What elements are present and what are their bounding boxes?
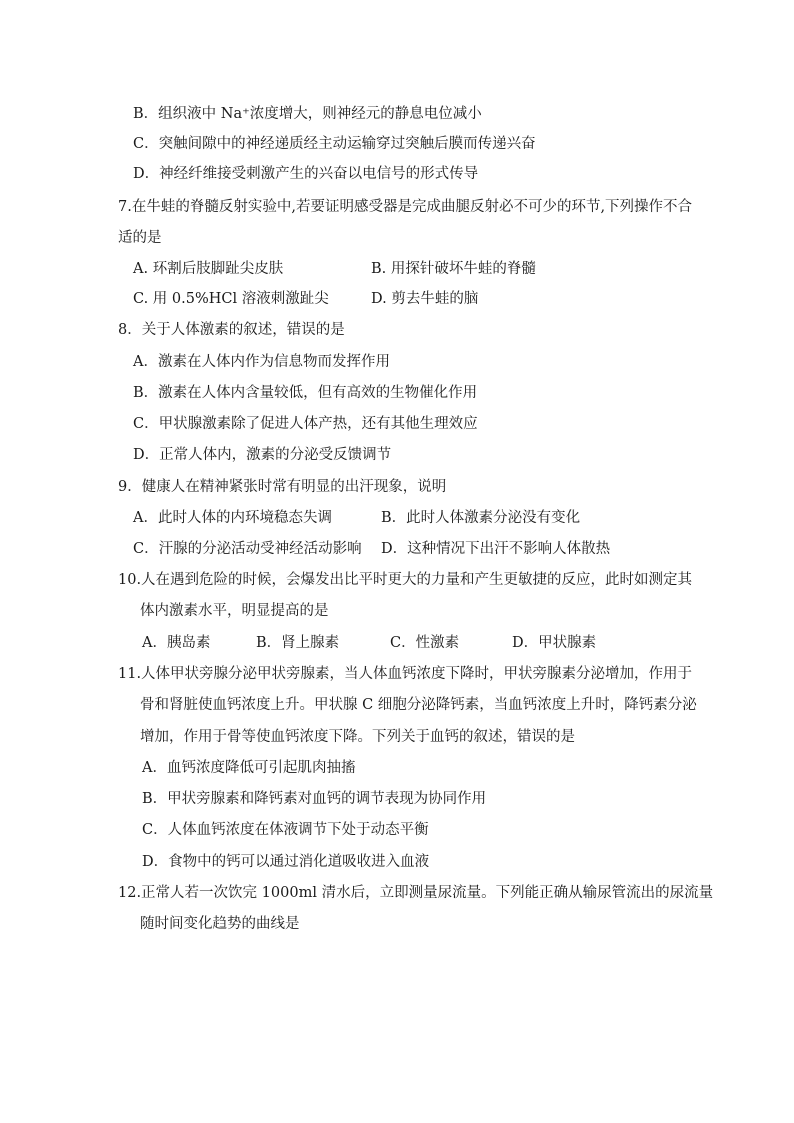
q7-stem-line2: 适的是 xyxy=(118,230,162,246)
q12-stem-line2: 随时间变化趋势的曲线是 xyxy=(140,916,300,932)
q9-option-a: A．此时人体的内环境稳态失调 xyxy=(133,510,332,526)
q7-option-a: A. 环割后肢脚趾尖皮肤 xyxy=(133,261,284,277)
q6-option-c: C．突触间隙中的神经递质经主动运输穿过突触后膜而传递兴奋 xyxy=(133,136,536,152)
q10-stem-line1: 10.人在遇到危险的时候，会爆发出比平时更大的力量和产生更敏捷的反应，此时如测定其 xyxy=(118,572,693,588)
q7-option-b: B. 用探针破坏牛蛙的脊髓 xyxy=(371,261,536,277)
q11-stem-line1: 11.人体甲状旁腺分泌甲状旁腺素，当人体血钙浓度下降时，甲状旁腺素分泌增加，作用于 xyxy=(118,666,693,682)
q11-option-c: C．人体血钙浓度在体液调节下处于动态平衡 xyxy=(142,822,429,838)
q10-option-c: C．性激素 xyxy=(390,635,460,651)
q6-option-d: D．神经纤维接受刺激产生的兴奋以电信号的形式传导 xyxy=(133,166,479,182)
q8-option-a: A．激素在人体内作为信息物而发挥作用 xyxy=(133,354,390,370)
q9-stem: 9．健康人在精神紧张时常有明显的出汗现象，说明 xyxy=(118,479,447,495)
q10-stem-line2: 体内激素水平，明显提高的是 xyxy=(140,603,329,619)
q9-option-c: C．汗腺的分泌活动受神经活动影响 xyxy=(133,541,362,557)
q8-option-c: C．甲状腺激素除了促进人体产热，还有其他生理效应 xyxy=(133,416,478,432)
q8-option-b: B．激素在人体内含量较低，但有高效的生物催化作用 xyxy=(133,385,478,401)
q6-option-b: B．组织液中 Na⁺浓度增大，则神经元的静息电位减小 xyxy=(133,106,482,122)
q7-stem-line1: 7.在牛蛙的脊髓反射实验中,若要证明感受器是完成曲腿反射必不可少的环节,下列操作不合 xyxy=(118,199,693,215)
q11-stem-line3: 增加，作用于骨等使血钙浓度下降。下列关于血钙的叙述，错误的是 xyxy=(140,729,575,745)
q9-option-b: B．此时人体激素分泌没有变化 xyxy=(381,510,581,526)
q12-stem-line1: 12.正常人若一次饮完 1000ml 清水后，立即测量尿流量。下列能正确从输尿管流出的尿流量 xyxy=(118,885,714,901)
q11-option-d: D．食物中的钙可以通过消化道吸收进入血液 xyxy=(142,854,430,870)
q9-option-d: D．这种情况下出汗不影响人体散热 xyxy=(381,541,611,557)
q10-option-b: B．肾上腺素 xyxy=(256,635,340,651)
q10-option-a: A．胰岛素 xyxy=(142,635,211,651)
q7-option-c: C. 用 0.5%HCl 溶液刺激趾尖 xyxy=(133,291,329,307)
q8-option-d: D．正常人体内，激素的分泌受反馈调节 xyxy=(133,447,392,463)
q7-option-d: D. 剪去牛蛙的脑 xyxy=(371,291,479,307)
q11-option-a: A．血钙浓度降低可引起肌肉抽搐 xyxy=(142,760,356,776)
q11-option-b: B．甲状旁腺素和降钙素对血钙的调节表现为协同作用 xyxy=(142,791,487,807)
q8-stem: 8．关于人体激素的叙述，错误的是 xyxy=(118,322,345,338)
q10-option-d: D．甲状腺素 xyxy=(512,635,597,651)
q11-stem-line2: 骨和肾脏使血钙浓度上升。甲状腺 C 细胞分泌降钙素，当血钙浓度上升时，降钙素分泌 xyxy=(140,697,697,713)
